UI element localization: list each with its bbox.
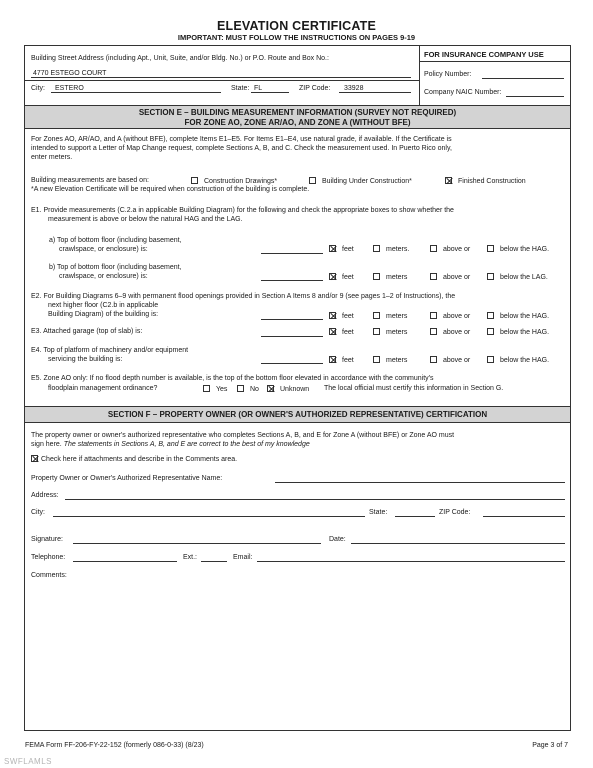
state-label: State: [231, 85, 250, 92]
date-field[interactable] [351, 543, 565, 544]
e1b-meters-option[interactable]: meters [373, 273, 407, 281]
item-e4-line1: E4. Top of platform of machinery and/or equipment [31, 347, 189, 354]
city-label: City: [31, 85, 45, 92]
zip-value[interactable]: 33928 [344, 85, 364, 92]
checkbox-icon[interactable] [487, 245, 494, 252]
option-building-under-construction[interactable]: Building Under Construction* [309, 177, 412, 185]
e5-unknown-option[interactable]: Unknown [267, 385, 309, 393]
item-e4-line2: servicing the building is: [48, 356, 123, 363]
e1b-measurement-field[interactable] [261, 280, 323, 281]
city-line [51, 92, 221, 93]
e3-below-option[interactable]: below the HAG. [487, 328, 549, 336]
e1b-feet-option[interactable]: feet [329, 273, 354, 281]
owner-address-label: Address: [31, 492, 59, 499]
telephone-field[interactable] [73, 561, 177, 562]
item-e1b-line2: crawlspace, or enclosure) is: [59, 273, 148, 280]
owner-name-field[interactable] [275, 482, 565, 483]
form-number: FEMA Form FF-206-FY-22-152 (formerly 086-0-33) (8/23) [25, 742, 204, 749]
checkbox-icon[interactable] [237, 385, 244, 392]
elevation-certificate-form [24, 45, 571, 731]
checkbox-icon[interactable] [373, 328, 380, 335]
form-subtitle: IMPORTANT: MUST FOLLOW THE INSTRUCTIONS ON PAGES 9-19 [177, 33, 416, 42]
e2-below-option[interactable]: below the HAG. [487, 312, 549, 320]
signature-label: Signature: [31, 536, 63, 543]
street-address-line [31, 77, 411, 78]
checked-checkbox-icon[interactable] [31, 455, 38, 462]
item-e1a-line2: crawlspace, or enclosure) is: [59, 246, 148, 253]
state-value[interactable]: FL [254, 85, 263, 92]
item-e1-line2: measurement is above or below the natural HAG and the LAG. [48, 216, 243, 223]
checked-checkbox-icon[interactable] [329, 312, 336, 319]
option-construction-drawings[interactable]: Construction Drawings* [191, 177, 277, 185]
e1a-feet-option[interactable]: feet [329, 245, 354, 253]
mls-watermark: SWFLAMLS [4, 757, 53, 766]
item-e2-line1: E2. For Building Diagrams 6–9 with permanent flood openings provided in Section A Items 8 and/or 9 (see pages 1–2 of Instructions), the [31, 293, 456, 300]
state-line [251, 92, 289, 93]
checkbox-icon[interactable] [430, 312, 437, 319]
checkbox-icon[interactable] [373, 356, 380, 363]
insurance-box-heading: FOR INSURANCE COMPANY USE [420, 46, 571, 62]
section-e-heading [25, 105, 570, 129]
item-e1-text [31, 206, 454, 224]
e5-no-option[interactable]: No [237, 385, 259, 393]
city-value[interactable]: ESTERO [55, 85, 84, 92]
policy-number-label: Policy Number: [424, 71, 472, 78]
e2-above-option[interactable]: above or [430, 312, 470, 320]
ext-field[interactable] [201, 561, 227, 562]
item-e1-line1: E1. Provide measurements (C.2.a in applicable Building Diagram) for the following and check the appropriate boxes to show whether the [31, 207, 454, 214]
e2-feet-option[interactable]: feet [329, 312, 354, 320]
owner-city-label: City: [31, 509, 45, 516]
section-e-heading-line2: FOR ZONE AO, ZONE AR/AO, AND ZONE A (WITHOUT BFE) [184, 118, 411, 127]
comments-label: Comments: [31, 572, 67, 579]
section-f-intro [31, 431, 454, 449]
page-number: Page 3 of 7 [532, 742, 568, 749]
e2-measurement-field[interactable] [261, 319, 323, 320]
section-e-intro [31, 135, 452, 162]
owner-name-label: Property Owner or Owner's Authorized Representative Name: [31, 475, 223, 482]
e4-below-option[interactable]: below the HAG. [487, 356, 549, 364]
form-title: ELEVATION CERTIFICATE [216, 19, 377, 33]
item-e2-line2: next higher floor (C2.b in applicable [48, 302, 159, 309]
item-e5-line1: E5. Zone AO only: If no flood depth number is available, is the top of the bottom floor elevated in accordance with the community's [31, 375, 434, 382]
checkbox-icon[interactable] [191, 177, 198, 184]
checkbox-icon[interactable] [430, 328, 437, 335]
section-e-heading-line1: SECTION E – BUILDING MEASUREMENT INFORMATION (SURVEY NOT REQUIRED) [138, 108, 457, 117]
email-label: Email: [233, 554, 253, 561]
measurement-basis-note: *A new Elevation Certificate will be required when construction of the building is complete. [31, 186, 310, 193]
comments-area[interactable] [69, 570, 565, 720]
date-label: Date: [329, 536, 346, 543]
e1a-meters-option[interactable]: meters. [373, 245, 409, 253]
item-e5-line2: floodplain management ordinance? [48, 385, 158, 392]
item-e1b-text [49, 263, 182, 281]
checkbox-icon[interactable] [373, 312, 380, 319]
e4-meters-option[interactable]: meters [373, 356, 407, 364]
address-divider [25, 80, 419, 81]
checkbox-icon[interactable] [487, 312, 494, 319]
owner-address-field[interactable] [65, 499, 565, 500]
e1b-above-option[interactable]: above or [430, 273, 470, 281]
section-f-intro-line1: The property owner or owner's authorized representative who completes Sections A, B, and E for Zone A (without BFE) or Zone AO must [31, 432, 455, 439]
ext-label: Ext.: [183, 554, 198, 561]
checkbox-icon[interactable] [203, 385, 210, 392]
checkbox-icon[interactable] [309, 177, 316, 184]
checkbox-icon[interactable] [487, 356, 494, 363]
e2-meters-option[interactable]: meters [373, 312, 407, 320]
zip-line [339, 92, 411, 93]
checkbox-icon[interactable] [430, 245, 437, 252]
street-address-label: Building Street Address (including Apt., Unit, Suite, and/or Bldg. No.) or P.O. Route and Box No.: [31, 55, 329, 62]
e5-yes-option[interactable]: Yes [203, 385, 227, 393]
measurement-basis-label: Building measurements are based on: [31, 177, 149, 184]
checked-checkbox-icon[interactable] [329, 328, 336, 335]
item-e1a-line1: a) Top of bottom floor (including basement, [49, 237, 182, 244]
street-address-value[interactable]: 4770 ESTEGO COURT [33, 70, 107, 77]
policy-number-field[interactable] [482, 78, 564, 79]
e4-measurement-field[interactable] [261, 363, 323, 364]
section-f-heading: SECTION F – PROPERTY OWNER (OR OWNER'S AUTHORIZED REPRESENTATIVE) CERTIFICATION [25, 406, 570, 423]
item-e4-text [31, 346, 188, 364]
item-e2-line3: Building Diagram) of the building is: [48, 311, 159, 318]
owner-city-field[interactable] [53, 516, 365, 517]
zip-label: ZIP Code: [299, 85, 331, 92]
attachments-option[interactable]: Check here if attachments and describe in the Comments area. [31, 455, 237, 463]
telephone-label: Telephone: [31, 554, 66, 561]
checked-checkbox-icon[interactable] [329, 245, 336, 252]
checked-checkbox-icon[interactable] [329, 273, 336, 280]
e4-feet-option[interactable]: feet [329, 356, 354, 364]
checkbox-icon[interactable] [430, 356, 437, 363]
e3-measurement-field[interactable] [261, 336, 323, 337]
owner-state-field[interactable] [395, 516, 435, 517]
section-e-intro-line3: enter meters. [31, 154, 73, 161]
e1a-measurement-field[interactable] [261, 253, 323, 254]
checkbox-icon[interactable] [430, 273, 437, 280]
e3-meters-option[interactable]: meters [373, 328, 407, 336]
owner-zip-field[interactable] [483, 516, 565, 517]
checked-checkbox-icon[interactable] [267, 385, 274, 392]
e4-above-option[interactable]: above or [430, 356, 470, 364]
e1a-above-option[interactable]: above or [430, 245, 470, 253]
owner-zip-label: ZIP Code: [439, 509, 471, 516]
section-e-intro-line2: intended to support a Letter of Map Change request, complete Sections A, B, and C. Check the measurement used. In Puerto Rico only, [31, 145, 452, 152]
e3-above-option[interactable]: above or [430, 328, 470, 336]
e1a-below-option[interactable]: below the HAG. [487, 245, 549, 253]
item-e1b-line1: b) Top of bottom floor (including basement, [49, 264, 182, 271]
checkbox-icon[interactable] [487, 328, 494, 335]
checkbox-icon[interactable] [487, 273, 494, 280]
item-e3-text: E3. Attached garage (top of slab) is: [31, 328, 143, 335]
checked-checkbox-icon[interactable] [445, 177, 452, 184]
checkbox-icon[interactable] [373, 245, 380, 252]
section-f-intro-line2: sign here. [31, 441, 62, 448]
e3-feet-option[interactable]: feet [329, 328, 354, 336]
naic-number-label: Company NAIC Number: [424, 89, 502, 96]
email-field[interactable] [257, 561, 565, 562]
checkbox-icon[interactable] [373, 273, 380, 280]
e5-note: The local official must certify this information in Section G. [324, 385, 504, 392]
section-e-intro-line1: For Zones AO, AR/AO, and A (without BFE), complete Items E1–E5. For Items E1–E4, use natural grade, if available. If the Certificate is [31, 136, 452, 143]
signature-field[interactable] [73, 543, 321, 544]
e1b-below-option[interactable]: below the LAG. [487, 273, 548, 281]
owner-state-label: State: [369, 509, 388, 516]
section-f-statement: The statements in Sections A, B, and E are correct to the best of my knowledge [63, 441, 310, 448]
insurance-company-box [419, 46, 571, 106]
item-e1a-text [49, 236, 182, 254]
naic-number-field[interactable] [506, 96, 564, 97]
option-finished-construction[interactable]: Finished Construction [445, 177, 526, 185]
checked-checkbox-icon[interactable] [329, 356, 336, 363]
